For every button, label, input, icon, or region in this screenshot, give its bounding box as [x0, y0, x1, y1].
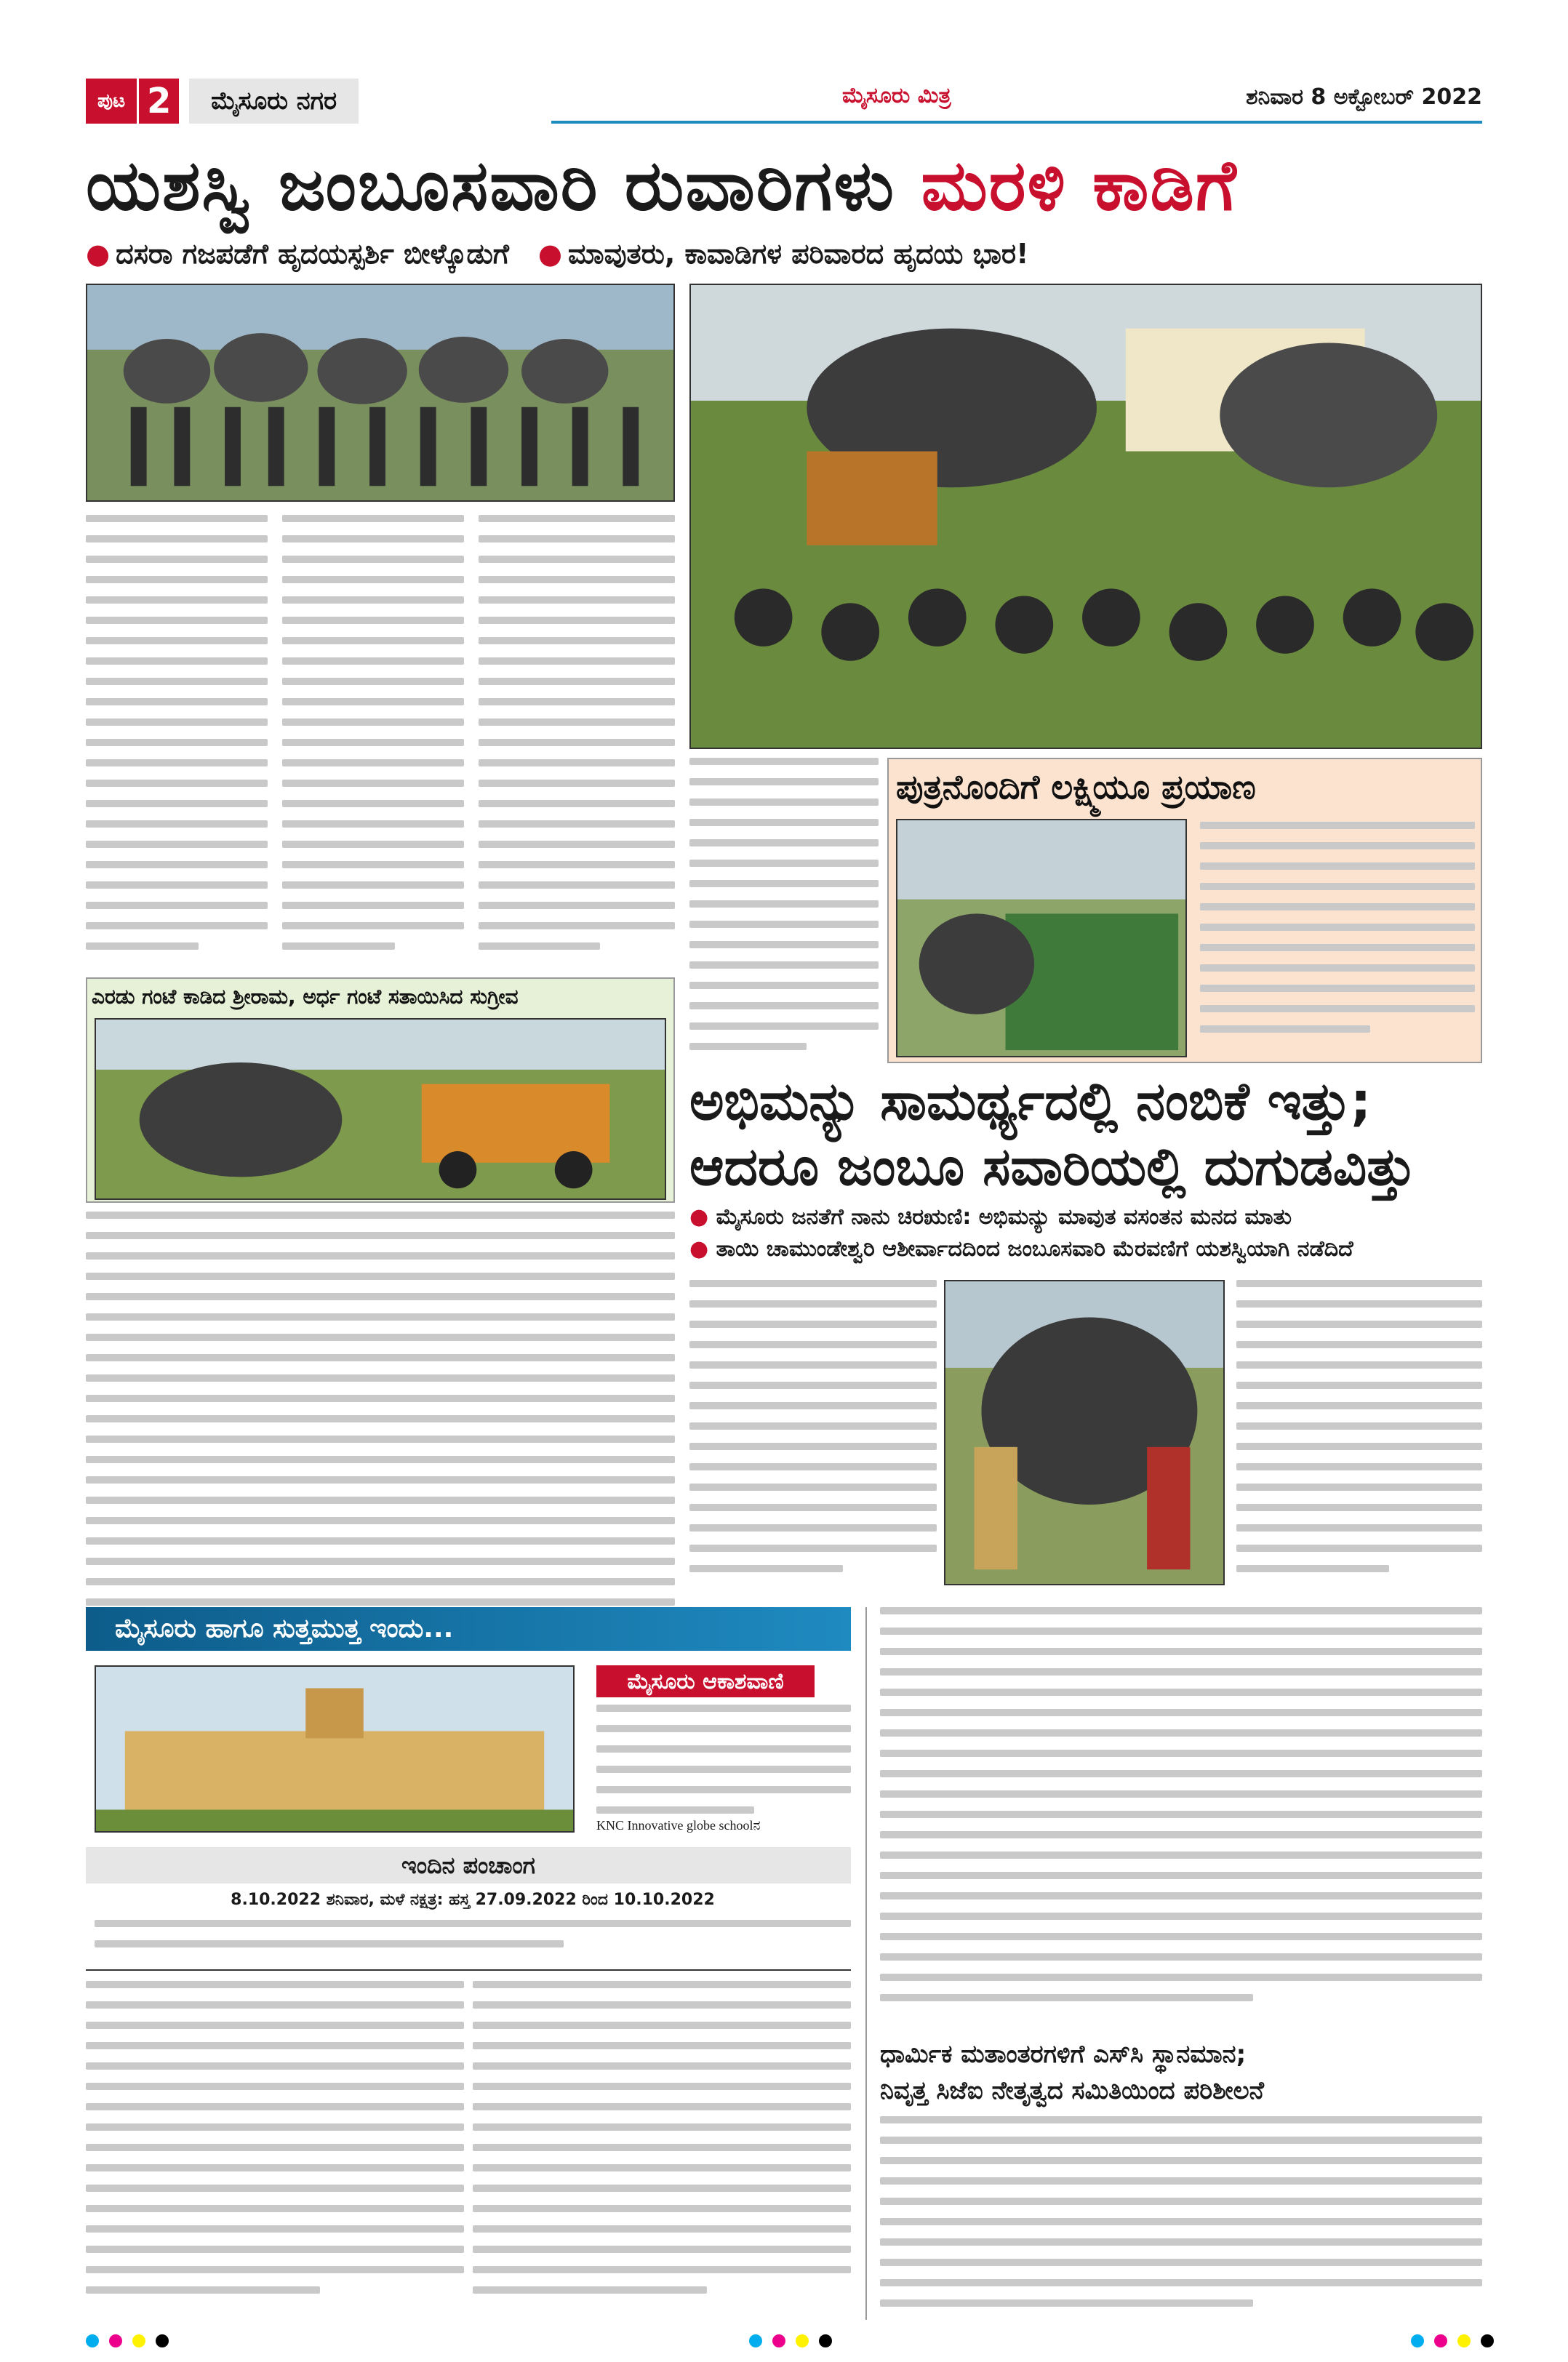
panchanga-detail: [95, 1920, 851, 1963]
registration-dots-right: [1411, 2334, 1494, 2347]
registration-dots-left: [86, 2334, 169, 2347]
akashavani-label: ಮೈಸೂರು ಆಕಾಶವಾಣಿ: [596, 1665, 815, 1697]
subhead-2: ● ಮಾವುತರು, ಕಾವಾಡಿಗಳ ಪರಿವಾರದ ಹೃದಯ ಭಾರ!: [537, 237, 1029, 270]
abhimanyu-text-right: [1236, 1280, 1482, 1593]
dharmika-title: ಧಾರ್ಮಿಕ ಮತಾಂತರಗಳಿಗೆ ಎಸ್‌ಸಿ ಸ್ಥಾನಮಾನ;: [880, 2040, 1247, 2069]
bullet-dot-icon: ●: [537, 237, 563, 270]
akashavani-text: [596, 1705, 851, 1835]
abhimanyu-headline-1: ಅಭಿಮನ್ಯು ಸಾಮರ್ಥ್ಯದಲ್ಲಿ ನಂಬಿಕೆ ಇತ್ತು;: [689, 1070, 1372, 1132]
bottom-rule: [86, 1969, 851, 1971]
panchanga-bar: ಇಂದಿನ ಪಂಚಾಂಗ: [86, 1847, 851, 1883]
registration-dots-center: [749, 2334, 832, 2347]
page-header: [86, 79, 1482, 124]
issue-date: ಶನಿವಾರ 8 ಅಕ್ಟೋಬರ್ 2022: [1246, 84, 1482, 110]
sriram-photo: [95, 1018, 666, 1200]
abhimanyu-text-left: [689, 1280, 937, 1593]
article-column-3: [479, 515, 675, 966]
abhimanyu-bullet-1: ● ಮೈಸೂರು ಜನತೆಗೆ ನಾನು ಚಿರಋಣಿ: ಅಭಿಮನ್ಯು ಮಾವುತ ವಸಂತನ ಮನದ ಮಾತು: [689, 1204, 1292, 1230]
main-headline: [86, 143, 1482, 228]
dharmika-subtitle: ನಿವೃತ್ತ ಸಿಜೆಐ ನೇತೃತ್ವದ ಸಮಿತಿಯಿಂದ ಪರಿಶೀಲನೆ: [880, 2076, 1264, 2105]
lakshmi-title: ಪುತ್ರನೊಂದಿಗೆ ಲಕ್ಷ್ಮಿಯೂ ಪ್ರಯಾಣ: [896, 767, 1256, 806]
lakshmi-photo: [896, 819, 1187, 1057]
sriram-text: [86, 1212, 675, 1590]
abhimanyu-headline-2: ಆದರೂ ಜಂಬೂ ಸವಾರಿಯಲ್ಲಿ ದುಗುಡವಿತ್ತು: [689, 1136, 1416, 1197]
lakshmi-text: [1200, 822, 1475, 1054]
article-column-2: [282, 515, 464, 966]
palace-photo: [95, 1665, 575, 1833]
page-tag: [86, 79, 359, 124]
abhimanyu-bullet-2: ● ತಾಯಿ ಚಾಮುಂಡೇಶ್ವರಿ ಆಶೀರ್ವಾದದಿಂದ ಜಂಬೂಸವಾರಿ ಮೆರವಣಿಗೆ ಯಶಸ್ವಿಯಾಗಿ ನಡೆದಿದೆ: [689, 1236, 1353, 1262]
section-name: ಮೈಸೂರು ನಗರ: [189, 79, 359, 124]
article-column-4: [689, 758, 879, 1063]
header-rule: [551, 121, 1482, 124]
column-divider: [865, 1607, 867, 2320]
group-photo: [86, 284, 675, 502]
sriram-title: ಎರಡು ಗಂಟೆ ಕಾಡಿದ ಶ್ರೀರಾಮ, ಅರ್ಧ ಗಂಟೆ ಸತಾಯಿಸಿದ ಸುಗ್ರೀವ: [92, 985, 519, 1009]
bullet-dot-icon: ●: [689, 1204, 716, 1230]
page-word-label: ಪುಟ: [86, 79, 137, 124]
dharmika-text: [880, 2116, 1482, 2320]
headline-main: ಯಶಸ್ವಿ ಜಂಬೂಸವಾರಿ ರುವಾರಿಗಳು: [86, 145, 896, 226]
today-bar: ಮೈಸೂರು ಹಾಗೂ ಸುತ್ತಮುತ್ತ ಇಂದು...: [86, 1607, 851, 1651]
abhimanyu-photo: [944, 1280, 1225, 1585]
article-column-1: [86, 515, 268, 966]
subhead-row: [86, 233, 1482, 275]
headline-highlight: ಮರಳಿ ಕಾಡಿಗೆ: [921, 145, 1238, 226]
panchanga-date: 8.10.2022 ಶನಿವಾರ, ಮಳೆ ನಕ್ಷತ್ರ: ಹಸ್ತ 27.09.2022 ರಿಂದ 10.10.2022: [231, 1891, 715, 1909]
abhimanyu-continued: [880, 1607, 1482, 2029]
knc-text: KNC Innovative globe schoolನ: [596, 1818, 761, 1833]
page-number: 2: [137, 79, 179, 124]
events-list-left: [86, 1981, 464, 2315]
elephant-loading-photo: [689, 284, 1482, 749]
bullet-dot-icon: ●: [689, 1236, 716, 1262]
events-list-right: [473, 1981, 851, 2315]
subhead-1: ● ದಸರಾ ಗಜಪಡೆಗೆ ಹೃದಯಸ್ಪರ್ಶಿ ಬೀಳ್ಕೊಡುಗೆ: [86, 237, 509, 270]
bullet-dot-icon: ●: [86, 237, 111, 270]
paper-name: ಮೈಸೂರು ಮಿತ್ರ: [842, 83, 951, 108]
